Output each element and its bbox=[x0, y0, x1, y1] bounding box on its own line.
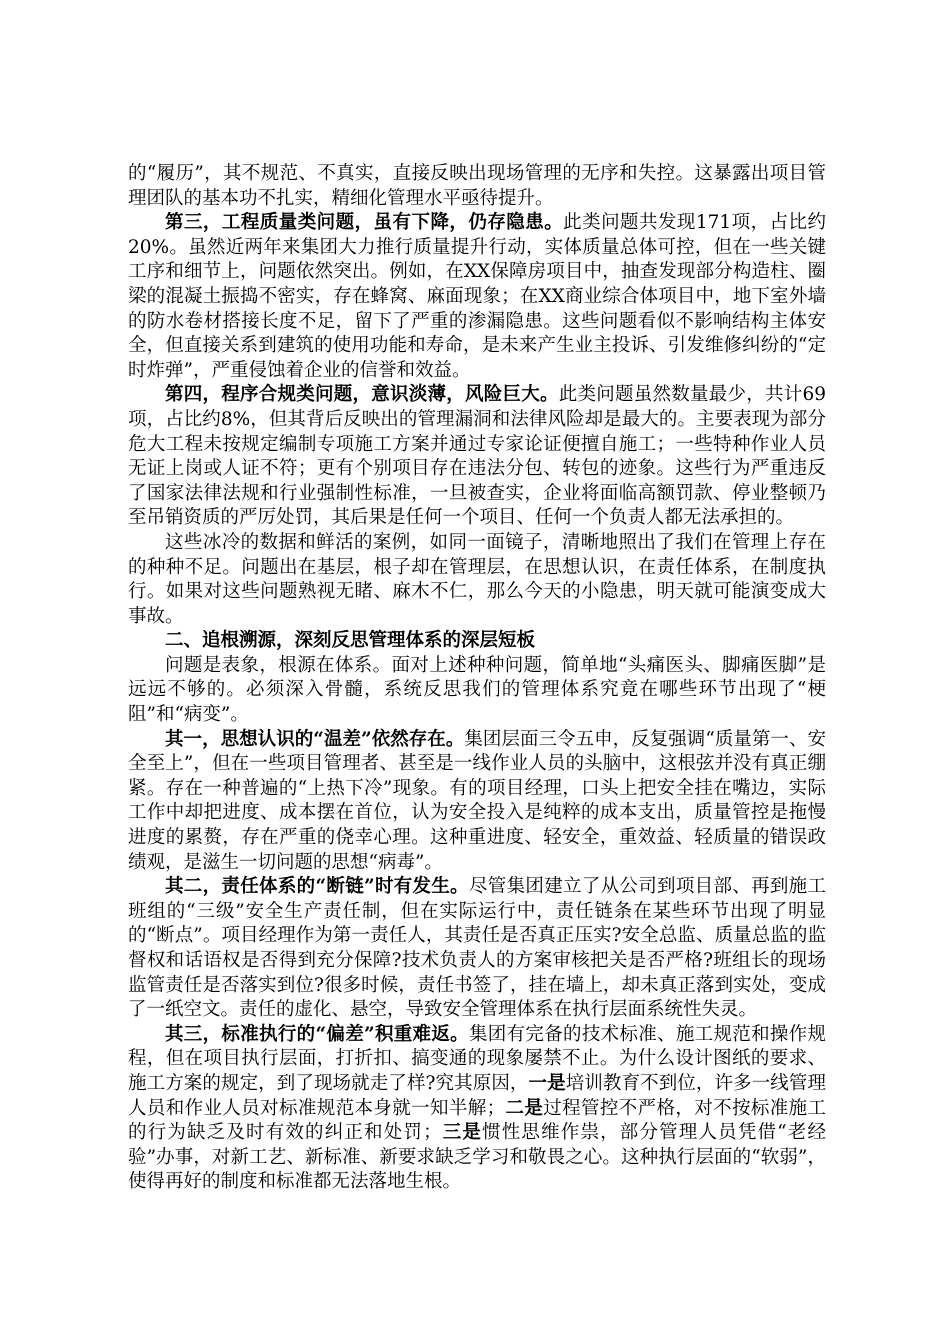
paragraph-text: 尽管集团建立了从公司到项目部、再到施工班组的“三级”安全生产责任制，但在实际运行中，责任链条在某些环节出现了明显的“断点”。项目经理作为第一责任人，其责任是否真正压实?安全总监、质量总监的监督权和话语权是否得到充分保障?技术负责人的方案审核把关是否严格?班组长的现场监管责任是否落实到位?很多时候，责任书签了，挂在墙上，却未真正落到实处，变成了一纸空文。责任的虚化、悬空，导致安全管理体系在执行层面系统性失灵。 bbox=[128, 876, 826, 1021]
paragraph-text: 这些冰冷的数据和鲜活的案例，如同一面镜子，清晰地照出了我们在管理上存在的种种不足。问题出在基层，根子却在管理层，在思想认识，在责任体系，在制度执行。如果对这些问题熟视无睹、麻木不仁，那么今天的小隐患，明天就可能演变成大事故。 bbox=[128, 531, 826, 627]
paragraph-text: 的“履历”，其不规范、不真实，直接反映出现场管理的无序和失控。这暴露出项目管理团队的基本功不扎实，精细化管理水平亟待提升。 bbox=[128, 163, 826, 209]
paragraph-awareness-gap bbox=[128, 728, 826, 876]
document-body bbox=[128, 162, 826, 1195]
paragraph-intro bbox=[128, 654, 826, 728]
paragraph-summary bbox=[128, 531, 826, 629]
paragraph-text: 培训教育不到位，许多一线管理人员和作业人员对标准规范本身就一知半解； bbox=[128, 1072, 826, 1119]
paragraph-lead: 第四，程序合规类问题，意识淡薄，风险巨大。 bbox=[165, 384, 559, 406]
paragraph-compliance-issues bbox=[128, 383, 826, 531]
section-heading: 二、追根溯源，深刻反思管理体系的深层短板 bbox=[165, 630, 536, 652]
paragraph-standards-execution bbox=[128, 1023, 826, 1195]
paragraph-continuation bbox=[128, 162, 826, 211]
paragraph-text: 此类问题虽然数量最少，共计69项，占比约8%，但其背后反映出的管理漏洞和法律风险却是最大的。主要表现为部分危大工程未按规定编制专项施工方案并通过专家论证便擅自施工；一些特种作业人员无证上岗或人证不符；更有个别项目存在违法分包、转包的迹象。这些行为严重违反了国家法律法规和行业强制性标准，一旦被查实，企业将面临高额罚款、停业整顿乃至吊销资质的严厉处罚，其后果是任何一个项目、任何一个负责人都无法承担的。 bbox=[128, 384, 826, 529]
paragraph-text: 此类问题共发现171项，占比约20%。虽然近两年来集团大力推行质量提升行动，实体质量总体可控，但在一些关键工序和细节上，问题依然突出。例如，在XX保障房项目中，抽查发现部分构造柱、圈梁的混凝土振捣不密实，存在蜂窝、麻面现象；在XX商业综合体项目中，地下室外墙的防水卷材搭接长度不足，留下了严重的渗漏隐患。这些问题看似不影响结构主体安全，但直接关系到建筑的使用功能和寿命，是未来产生业主投诉、引发维修纠纷的“定时炸弹”，严重侵蚀着企业的信誉和效益。 bbox=[128, 212, 827, 381]
paragraph-lead: 第三，工程质量类问题，虽有下降，仍存隐患。 bbox=[165, 212, 564, 234]
paragraph-text: 惯性思维作祟，部分管理人员凭借“老经验”办事，对新工艺、新标准、新要求缺乏学习和敬畏之心。这种执行层面的“软弱”，使得再好的制度和标准都无法落地生根。 bbox=[128, 1122, 826, 1193]
paragraph-lead: 其一，思想认识的“温差”依然存在。 bbox=[165, 728, 465, 750]
paragraph-text: 集团层面三令五申，反复强调“质量第一、安全至上”，但在一些项目管理者、甚至是一线作业人员的头脑中，这根弦并没有真正绷紧。存在一种普遍的“上热下冷”现象。有的项目经理，口头上把安全挂在嘴边，实际工作中却把进度、成本摆在首位，认为安全投入是纯粹的成本支出，质量管控是拖慢进度的累赘，存在严重的侥幸心理。这种重进度、轻安全，重效益、轻质量的错误政绩观，是滋生一切问题的思想“病毒”。 bbox=[128, 728, 826, 873]
keyword-second: 二是 bbox=[505, 1097, 544, 1119]
paragraph-responsibility-chain bbox=[128, 875, 826, 1023]
paragraph-text: 过程管控不严格，对不按标准施工的行为缺乏及时有效的纠正和处罚； bbox=[128, 1097, 826, 1144]
paragraph-text: 集团有完备的技术标准、施工规范和操作规程，但在项目执行层面，打折扣、搞变通的现象屡禁不止。为什么设计图纸的要求、施工方案的规定，到了现场就走了样?究其原因， bbox=[128, 1023, 826, 1094]
paragraph-lead: 其二，责任体系的“断链”时有发生。 bbox=[165, 876, 469, 898]
paragraph-quality-issues bbox=[128, 211, 826, 383]
keyword-third: 三是 bbox=[441, 1122, 483, 1144]
keyword-first: 一是 bbox=[528, 1072, 566, 1094]
paragraph-lead: 其三，标准执行的“偏差”积重难返。 bbox=[165, 1023, 469, 1045]
paragraph-text: 问题是表象，根源在体系。面对上述种种问题，简单地“头痛医头、脚痛医脚”是远远不够的。必须深入骨髓，系统反思我们的管理体系究竟在哪些环节出现了“梗阻”和“病变”。 bbox=[128, 654, 826, 726]
